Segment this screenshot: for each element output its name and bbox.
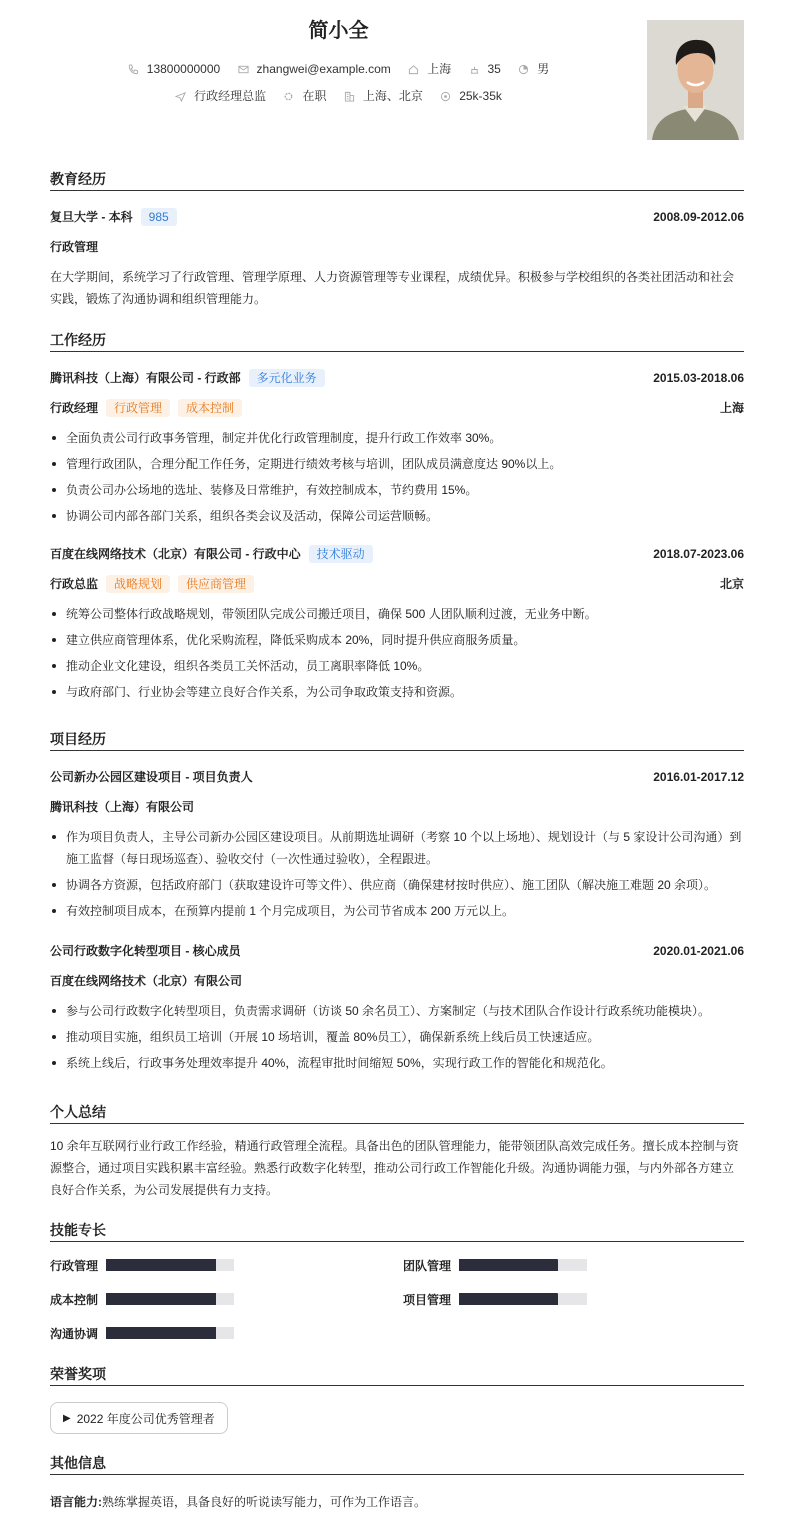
edu-date: 2008.09-2012.06 — [653, 210, 744, 224]
job-date: 2015.03-2018.06 — [653, 371, 744, 385]
status-icon — [283, 91, 294, 102]
resume-header — [50, 0, 744, 150]
skill-bar — [459, 1293, 587, 1305]
skill-bar-fill — [459, 1259, 558, 1271]
bullet-item: 建立供应商管理体系，优化采购流程，降低采购成本 20%，同时提升供应商服务质量。 — [50, 627, 744, 653]
job-location: 上海 — [719, 401, 744, 415]
project-date: 2020.01-2021.06 — [653, 944, 744, 958]
skill-item — [403, 1290, 744, 1308]
bullet-item: 系统上线后，行政事务处理效率提升 40%，流程审批时间缩短 50%，实现行政工作的智能化和规范化。 — [50, 1050, 744, 1076]
section-title: 教育经历 — [50, 169, 744, 191]
bullet-item: 协调各方资源，包括政府部门（获取建设许可等文件）、供应商（确保建材按时供应）、施工团队（解决施工难题 20 余项）。 — [50, 872, 744, 898]
awards-section — [50, 1364, 744, 1434]
skill-item — [50, 1290, 403, 1308]
project-entry — [50, 762, 744, 924]
company: 百度在线网络技术（北京）有限公司 - 行政中心 — [50, 547, 301, 561]
salary: 25k-35k — [459, 89, 502, 103]
project-date: 2016.01-2017.12 — [653, 770, 744, 784]
skill-bar-fill — [106, 1327, 216, 1339]
bullet-item: 管理行政团队，合理分配工作任务，定期进行绩效考核与培训，团队成员满意度达 90%以上。 — [50, 451, 744, 477]
gender-icon — [518, 64, 529, 75]
bullet-item: 推动项目实施，组织员工培训（开展 10 场培训，覆盖 80%员工），确保新系统上线后员工快速适应。 — [50, 1024, 744, 1050]
skill-item — [50, 1256, 403, 1274]
bullet-item: 统筹公司整体行政战略规划，带领团队完成公司搬迁项目，确保 500 人团队顺利过渡，无业务中断。 — [50, 601, 744, 627]
edu-desc: 在大学期间，系统学习了行政管理、管理学原理、人力资源管理等专业课程，成绩优异。积极参与学校组织的各类社团活动和社会实践，锻炼了沟通协调和组织管理能力。 — [50, 270, 735, 306]
age: 35 — [487, 62, 501, 76]
summary-text: 10 余年互联网行业行政工作经验，精通行政管理全流程。具备出色的团队管理能力，能带领团队高效完成任务。擅长成本控制与资源整合，通过项目实践积累丰富经验。熟悉行政数字化转型，推动公司行政工作智能化升级。沟通协调能力强，与内外部各方建立良好合作关系，为公司发展提供有力支持。 — [50, 1139, 739, 1197]
section-title: 个人总结 — [50, 1102, 744, 1124]
job-date: 2018.07-2023.06 — [653, 547, 744, 561]
job-location: 北京 — [719, 577, 744, 591]
project-bullets — [50, 824, 744, 924]
role-wrap — [50, 569, 254, 599]
gender: 男 — [537, 62, 550, 76]
award-label: 2022 年度公司优秀管理者 — [76, 1411, 215, 1426]
section-title: 技能专长 — [50, 1220, 744, 1242]
contact-row-1 — [50, 60, 627, 80]
skill-bar — [106, 1327, 234, 1339]
school: 复旦大学 - 本科 — [50, 210, 133, 224]
job-bullets — [50, 425, 744, 529]
job-role-row — [50, 393, 744, 423]
job-header — [50, 539, 744, 569]
skill-bar — [106, 1293, 234, 1305]
skill-bar-fill — [106, 1293, 216, 1305]
project-header — [50, 762, 744, 792]
target-cities: 上海、北京 — [362, 89, 423, 103]
phone: 13800000000 — [146, 62, 221, 76]
project-company-row — [50, 792, 744, 822]
send-icon — [175, 91, 186, 102]
skill-name: 团队管理 — [403, 1258, 452, 1273]
skill-bar-fill — [106, 1259, 216, 1271]
skill-bar-fill — [459, 1293, 558, 1305]
skill-tag: 行政管理 — [106, 399, 170, 417]
job-role-row — [50, 569, 744, 599]
project-company-row — [50, 966, 744, 996]
bullet-item: 有效控制项目成本，在预算内提前 1 个月完成项目，为公司节省成本 200 万元以上。 — [50, 898, 744, 924]
school-tag: 985 — [141, 208, 177, 226]
skill-bar — [459, 1259, 587, 1271]
project-name: 公司新办公园区建设项目 - 项目负责人 — [50, 770, 253, 784]
award-item[interactable] — [50, 1402, 228, 1434]
role: 行政经理 — [50, 401, 99, 415]
job-entry — [50, 363, 744, 529]
job-company-wrap — [50, 539, 373, 569]
section-title: 项目经历 — [50, 729, 744, 751]
bullet-item: 推动企业文化建设，组织各类员工关怀活动，员工离职率降低 10%。 — [50, 653, 744, 679]
bullet-item: 参与公司行政数字化转型项目，负责需求调研（访谈 50 余名员工）、方案制定（与技术团队合作设计行政系统功能模块）。 — [50, 998, 744, 1024]
skill-name: 成本控制 — [50, 1292, 99, 1307]
skill-tag: 供应商管理 — [178, 575, 254, 593]
age-icon — [469, 64, 480, 75]
bullet-item: 与政府部门、行业协会等建立良好合作关系，为公司争取政策支持和资源。 — [50, 679, 744, 705]
work-section — [50, 330, 744, 705]
project-entry — [50, 936, 744, 1076]
home-icon — [408, 64, 419, 75]
job-bullets — [50, 601, 744, 705]
bullet-item: 负责公司办公场地的选址、装修及日常维护，有效控制成本，节约费用 15%。 — [50, 477, 744, 503]
language-label: 语言能力: — [50, 1495, 102, 1509]
contact-row-2 — [50, 87, 627, 107]
section-title: 工作经历 — [50, 330, 744, 352]
building-icon — [344, 91, 355, 102]
section-title: 荣誉奖项 — [50, 1364, 744, 1386]
projects-section — [50, 729, 744, 1076]
skill-tag: 战略规划 — [106, 575, 170, 593]
job-entry — [50, 539, 744, 705]
major: 行政管理 — [50, 240, 99, 254]
role: 行政总监 — [50, 577, 99, 591]
skill-bar — [106, 1259, 234, 1271]
project-name: 公司行政数字化转型项目 - 核心成员 — [50, 944, 241, 958]
job-header — [50, 363, 744, 393]
skill-tag: 成本控制 — [178, 399, 242, 417]
email-icon — [238, 64, 249, 75]
company-tag: 多元化业务 — [249, 369, 325, 387]
salary-icon — [440, 91, 451, 102]
bullet-item: 作为项目负责人，主导公司新办公园区建设项目。从前期选址调研（考察 10 个以上场地）、规划设计（与 5 家设计公司沟通）到施工监督（每日现场巡查）、验收交付（一次性通过验收），全程跟进。 — [50, 824, 744, 872]
profile-photo — [647, 20, 744, 140]
skill-item — [50, 1324, 403, 1342]
bullet-item: 全面负责公司行政事务管理，制定并优化行政管理制度，提升行政工作效率 30%。 — [50, 425, 744, 451]
project-company: 百度在线网络技术（北京）有限公司 — [50, 974, 243, 988]
summary-section — [50, 1102, 744, 1201]
skill-item — [403, 1256, 744, 1274]
project-header — [50, 936, 744, 966]
skill-name: 沟通协调 — [50, 1326, 99, 1341]
job-company-wrap — [50, 363, 325, 393]
company: 腾讯科技（上海）有限公司 - 行政部 — [50, 371, 241, 385]
city: 上海 — [427, 62, 452, 76]
skill-name: 项目管理 — [403, 1292, 452, 1307]
company-tag: 技术驱动 — [309, 545, 373, 563]
education-section — [50, 169, 744, 310]
triangle-right-icon: ▶ — [63, 1412, 71, 1424]
candidate-name: 简小全 — [308, 20, 369, 42]
email: zhangwei@example.com — [256, 62, 391, 76]
project-company: 腾讯科技（上海）有限公司 — [50, 800, 195, 814]
role-wrap — [50, 393, 242, 423]
position: 行政经理总监 — [194, 89, 267, 103]
project-bullets — [50, 998, 744, 1076]
skills-section — [50, 1220, 744, 1342]
job-status: 在职 — [302, 89, 327, 103]
language-text: 熟练掌握英语，具备良好的听说读写能力，可作为工作语言。 — [102, 1495, 427, 1509]
phone-icon — [128, 64, 139, 75]
skill-name: 行政管理 — [50, 1258, 99, 1273]
bullet-item: 协调公司内部各部门关系，组织各类会议及活动，保障公司运营顺畅。 — [50, 503, 744, 529]
section-title: 其他信息 — [50, 1453, 744, 1475]
other-section — [50, 1453, 744, 1513]
